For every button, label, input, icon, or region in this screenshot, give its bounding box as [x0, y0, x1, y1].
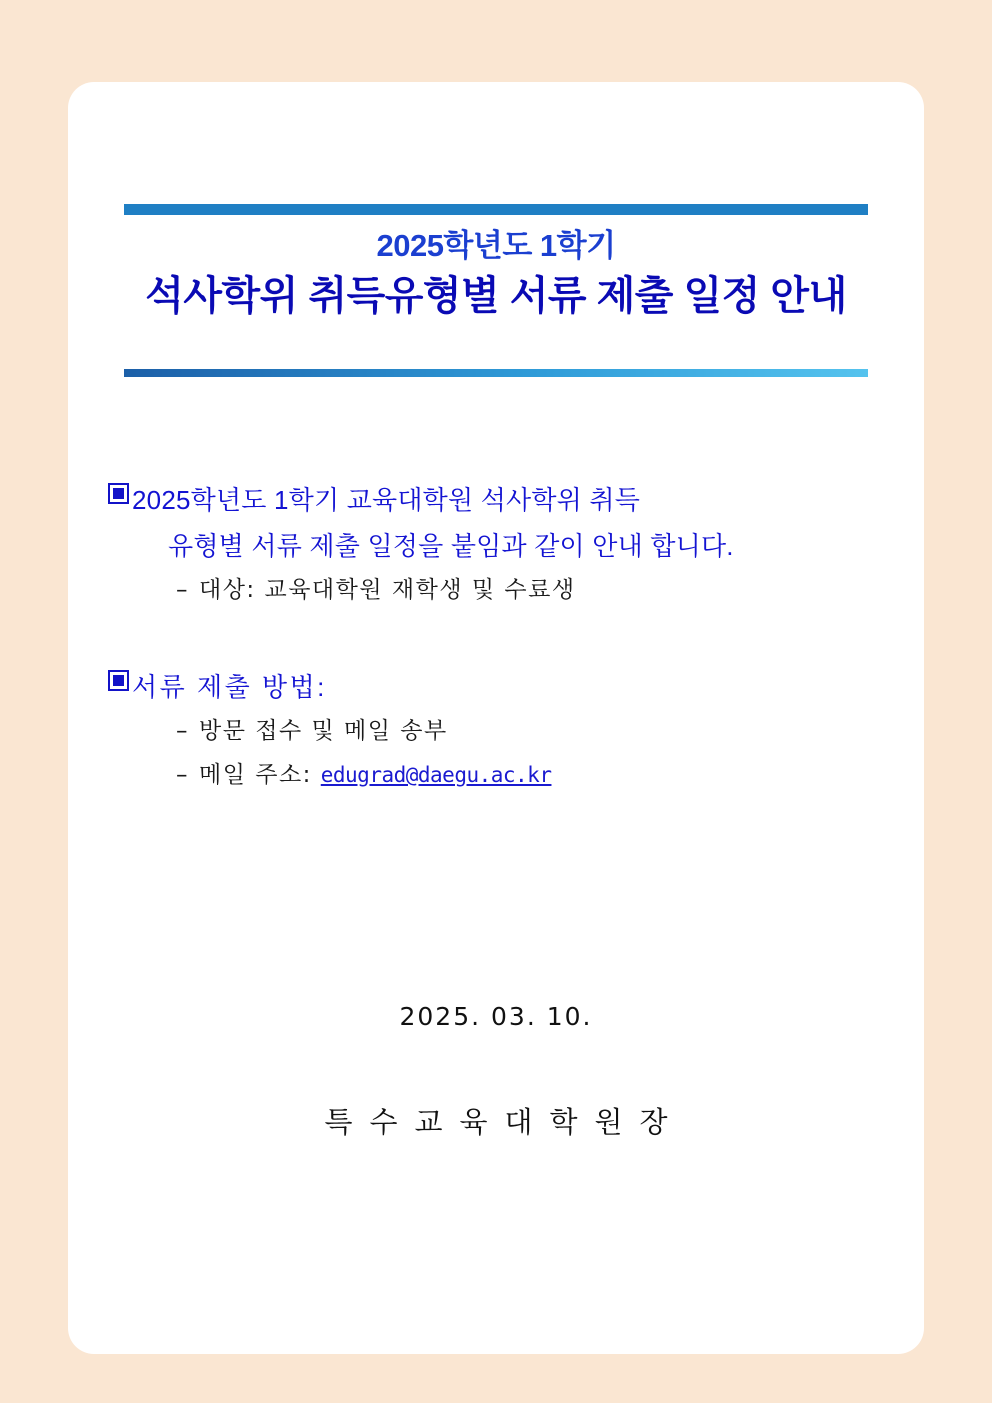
- page-title-line1: 2025학년도 1학기: [376, 228, 616, 263]
- section-submission-subitem-1-text: 메일 주소:: [199, 761, 312, 788]
- section-notice: [68, 478, 924, 613]
- section-submission-subitem-0-text: 방문 접수 및 메일 송부: [199, 718, 448, 745]
- section-submission-subitem-1: [176, 754, 924, 798]
- dash-icon: –: [176, 718, 189, 745]
- document-signer: 특수교육대학원장: [324, 1107, 685, 1139]
- section-submission-row: [68, 665, 924, 711]
- section-notice-line1: 2025학년도 1학기 교육대학원 석사학위 취득: [132, 485, 641, 515]
- section-notice-subitem-0: [176, 569, 924, 613]
- section-submission-line1: 서류 제출 방법:: [132, 671, 327, 702]
- square-bullet-icon: [104, 478, 132, 514]
- document-date: 2025. 03. 10.: [399, 1002, 593, 1031]
- email-link[interactable]: edugrad@daegu.ac.kr: [320, 762, 552, 787]
- section-notice-line2: 유형별 서류 제출 일정을 붙임과 같이 안내 합니다.: [168, 530, 734, 561]
- page-title-line2: 석사학위 취득유형별 서류 제출 일정 안내: [145, 273, 847, 318]
- title-block: [68, 227, 924, 322]
- section-submission-subitem-0: [176, 710, 924, 754]
- document-inner: [68, 82, 924, 1354]
- section-notice-subitem-0-text: 대상: 교육대학원 재학생 및 수료생: [199, 577, 576, 603]
- document-page: [68, 82, 924, 1354]
- header-rule-bottom: [124, 369, 868, 377]
- square-bullet-icon: [104, 665, 132, 701]
- section-submission: [68, 665, 924, 798]
- dash-icon: –: [176, 577, 189, 603]
- body-area: [68, 478, 924, 826]
- header-rule-top: [124, 204, 868, 215]
- dash-icon: –: [176, 761, 189, 788]
- section-notice-row: [68, 478, 924, 524]
